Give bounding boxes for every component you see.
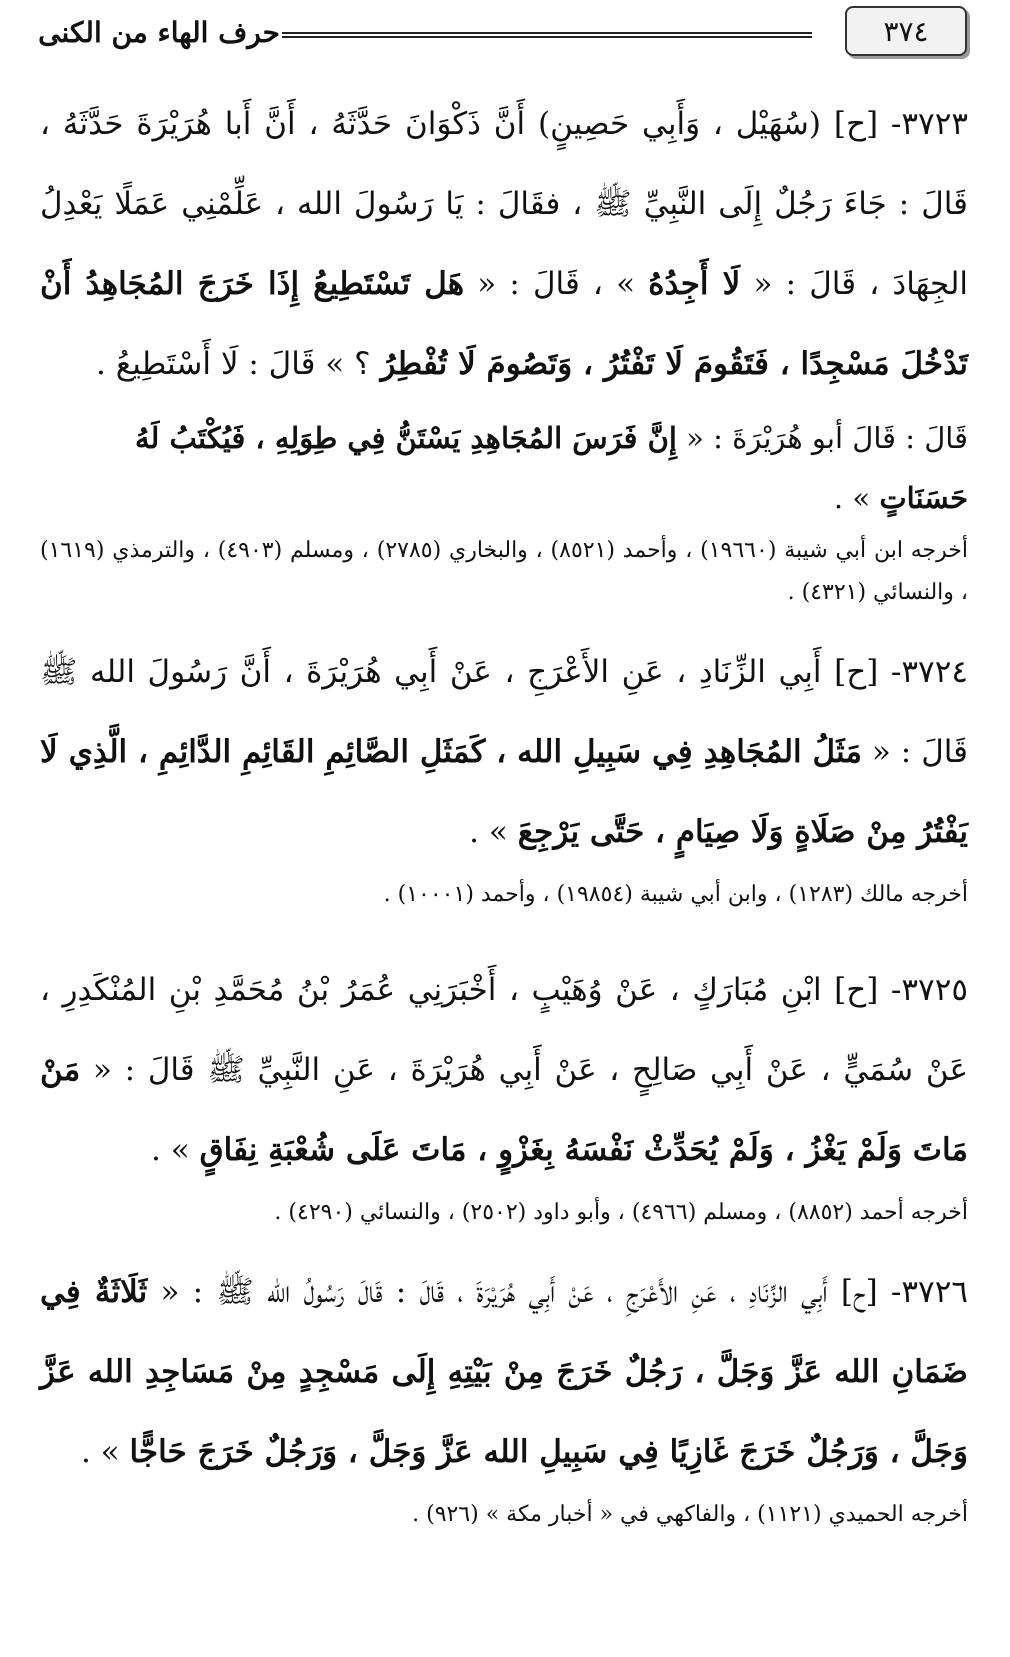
hadith-intro: ٣٧٢٣- [ح] (سُهَيْل ، وَأَبِي حَصِينٍ) أَنَّ ذَكْوَانَ حَدَّثَهُ ، أَنَّ أَبا هُرَيْرَةَ حَدَّثَهُ ، قَالَ : جَاءَ رَجُلٌ إِلَى النَّبِيِّ ﷺ ، فقَالَ : يَا رَسُولَ الله ، عَلِّمْنِي عَمَلًا يَعْدِلُ الجِهَادَ ، قَالَ : « xyxy=(40,106,969,302)
takhrij-note: أخرجه ابن أبي شيبة (١٩٦٦٠) ، وأحمد (٨٥٢١) ، والبخاري (٢٧٨٥) ، ومسلم (٤٩٠٣) ، والترمذي (١٦١٩) ، والنسائي (٤٣٢١) . xyxy=(40,538,968,605)
takhrij-note: أخرجه أحمد (٨٨٥٢) ، ومسلم (٤٩٦٦) ، وأبو داود (٢٥٠٢) ، والنسائي (٤٢٩٠) . xyxy=(274,1200,968,1225)
hadith-text xyxy=(40,950,968,1190)
takhrij-note: أخرجه مالك (١٢٨٣) ، وابن أبي شيبة (١٩٨٥٤) ، وأحمد (١٠٠٠١) . xyxy=(383,882,968,907)
hadith-3724 xyxy=(40,632,968,916)
hadith-quote: لَا أَجِدُهُ xyxy=(648,266,741,302)
addendum-intro: قَالَ : قَالَ أبو هُرَيْرَةَ : « xyxy=(676,421,968,455)
hadith-ending: » . xyxy=(80,1434,130,1470)
hadith-intro: ٣٧٢٦- [ح] أَبِي الزِّنَادِ ، عَنِ الأَعْرَجِ ، عَنْ أَبِي هُرَيْرَةَ ، قَالَ : قَالَ رَسُولُ الله ﷺ : « xyxy=(147,1274,969,1310)
chapter-title: حرف الهاء من الكنى xyxy=(38,16,280,49)
addendum-quote: إِنَّ فَرَسَ المُجَاهِدِ يَسْتَنُّ فِي طِوَلِهِ ، فَيُكْتَبُ لَهُ حَسَنَاتٍ xyxy=(135,421,968,515)
hadith-3723 xyxy=(40,84,968,614)
hadith-ending: » . xyxy=(469,814,518,850)
hadith-intro: ٣٧٢٤- [ح] أَبِي الزِّنَادِ ، عَنِ الأَعْرَجِ ، عَنْ أَبِي هُرَيْرَةَ ، أَنَّ رَسُولَ الله ﷺ قَالَ : « xyxy=(40,654,968,770)
header-rule xyxy=(282,32,812,38)
hadith-text xyxy=(40,632,968,872)
takhrij-note: أخرجه الحميدي (١١٢١) ، والفاكهي في « أخبار مكة » (٩٢٦) . xyxy=(412,1502,968,1527)
hadith-3725 xyxy=(40,950,968,1234)
hadith-text xyxy=(40,84,968,404)
hadith-connector: » ، قَالَ : « xyxy=(464,266,649,302)
hadith-3726 xyxy=(40,1252,968,1536)
hadith-quote: مَنْ مَاتَ وَلَمْ يَغْزُ ، وَلَمْ يُحَدِّثْ نَفْسَهُ بِغَزْوٍ ، مَاتَ عَلَى شُعْبَةِ نِفَاقٍ xyxy=(40,1052,968,1168)
hadith-text xyxy=(40,1252,968,1492)
hadith-quote: ثَلَاثَةٌ فِي ضَمَانِ الله عَزَّ وَجَلَّ ، رَجُلٌ خَرَجَ مِنْ بَيْتِهِ إِلَى مَسْجِدٍ مِنْ مَسَاجِدِ الله عَزَّ وَجَلَّ ، وَرَجُلٌ خَرَجَ غَازِيًا فِي سَبِيلِ الله عَزَّ وَجَلَّ ، وَرَجُلٌ خَرَجَ حَاجًّا xyxy=(40,1274,968,1470)
hadith-quote: مَثَلُ المُجَاهِدِ فِي سَبِيلِ الله ، كَمَثَلِ الصَّائِمِ القَائِمِ الدَّائِمِ ، الَّذِي لَا يَفْتُرُ مِنْ صَلَاةٍ وَلَا صِيَامٍ ، حَتَّى يَرْجِعَ xyxy=(40,734,968,850)
hadith-quote: هَل تَسْتَطِيعُ إِذَا خَرَجَ المُجَاهِدُ أَنْ تَدْخُلَ مَسْجِدًا ، فَتَقُومَ لَا تَفْتُرُ ، وَتَصُومَ لَا تُفْطِرُ xyxy=(40,266,968,382)
hadith-ending: » . xyxy=(151,1132,200,1168)
page-content xyxy=(40,84,968,1536)
addendum-end: » . xyxy=(833,481,880,515)
hadith-addendum xyxy=(40,408,968,528)
page-number-text: ٣٧٤ xyxy=(883,14,929,48)
hadith-ending: ؟ » قَالَ : لَا أَسْتَطِيعُ . xyxy=(96,346,381,382)
page-number xyxy=(845,6,967,56)
hadith-intro: ٣٧٢٥- [ح] ابْنِ مُبَارَكٍ ، عَنْ وُهَيْبٍ ، أَخْبَرَنِي عُمَرُ بْنُ مُحَمَّدِ بْنِ المُنْكَدِرِ ، عَنْ سُمَيٍّ ، عَنْ أَبِي صَالِحٍ ، عَنْ أَبِي هُرَيْرَةَ ، عَنِ النَّبِيِّ ﷺ قَالَ : « xyxy=(40,972,968,1088)
